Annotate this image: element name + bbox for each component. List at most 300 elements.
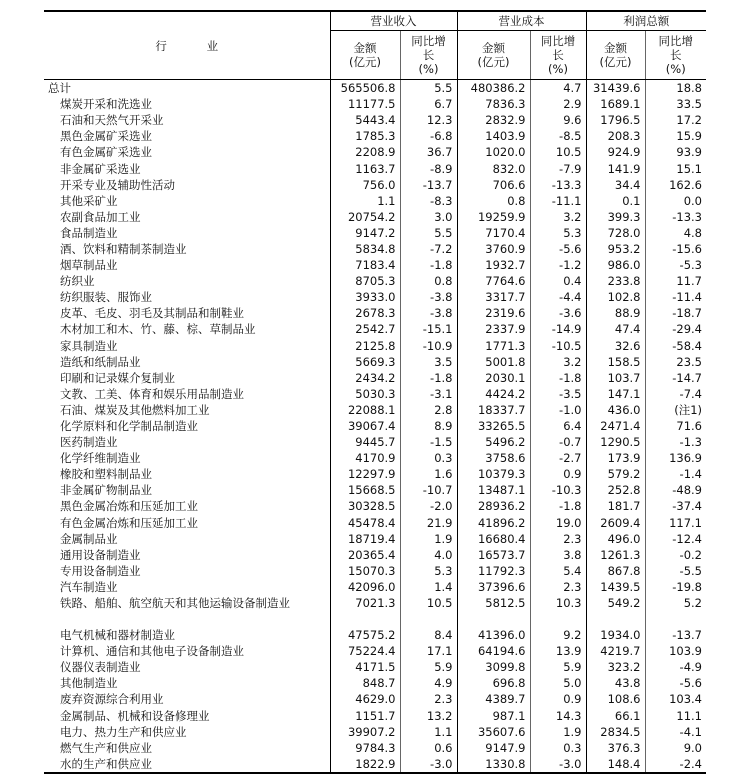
- growth-label-line1: 同比增: [411, 34, 446, 48]
- cost-growth-cell: -4.4: [530, 289, 586, 305]
- table-row: [44, 177, 706, 193]
- table-row: [44, 579, 706, 595]
- table-row: [44, 80, 706, 97]
- revenue-growth-cell: 5.5: [400, 80, 457, 97]
- profit-amount-cell: 148.4: [586, 756, 645, 773]
- cost-growth-cell: -3.6: [530, 305, 586, 321]
- cost-amount-cell: 832.0: [457, 160, 530, 176]
- revenue-amount-cell: 5669.3: [330, 354, 400, 370]
- profit-amount-cell: 141.9: [586, 160, 645, 176]
- revenue-growth-cell: -7.2: [400, 241, 457, 257]
- table-row: [44, 563, 706, 579]
- cost-amount-cell: 11792.3: [457, 563, 530, 579]
- table-row: [44, 338, 706, 354]
- table-row: [44, 466, 706, 482]
- cost-growth-cell: 3.8: [530, 547, 586, 563]
- growth-unit-label: (%): [548, 62, 568, 76]
- profit-growth-cell: -13.3: [645, 209, 706, 225]
- industry-name-cell: 皮革、毛皮、羽毛及其制品和制鞋业: [60, 306, 244, 321]
- profit-growth-cell: 23.5: [645, 354, 706, 370]
- table-row: [44, 225, 706, 241]
- revenue-growth-cell: 17.1: [400, 643, 457, 659]
- revenue-growth-cell: 3.5: [400, 354, 457, 370]
- cost-growth-cell: 1.9: [530, 724, 586, 740]
- revenue-growth-cell: 4.9: [400, 675, 457, 691]
- cost-growth-cell: 5.3: [530, 225, 586, 241]
- revenue-growth-cell: -3.1: [400, 386, 457, 402]
- profit-amount-cell: 323.2: [586, 659, 645, 675]
- table-row: [44, 531, 706, 547]
- cost-growth-cell: -8.5: [530, 128, 586, 144]
- cost-growth-cell: -10.5: [530, 338, 586, 354]
- cost-amount-cell: 2319.6: [457, 305, 530, 321]
- profit-growth-cell: -1.3: [645, 434, 706, 450]
- growth-label-line2: 长: [552, 48, 564, 62]
- revenue-amount-cell: 8705.3: [330, 273, 400, 289]
- table-row: [44, 386, 706, 402]
- revenue-amount-cell: 1822.9: [330, 756, 400, 773]
- cost-growth-cell: 0.9: [530, 691, 586, 707]
- profit-amount-cell: 728.0: [586, 225, 645, 241]
- profit-amount-cell: 103.7: [586, 370, 645, 386]
- cost-amount-cell: 16680.4: [457, 531, 530, 547]
- industry-name-cell: 黑色金属冶炼和压延加工业: [60, 499, 198, 514]
- industry-name-cell: 有色金属矿采选业: [60, 145, 152, 160]
- profit-growth-cell: -48.9: [645, 482, 706, 498]
- industry-name-cell: 专用设备制造业: [60, 563, 141, 578]
- cost-amount-cell: 2030.1: [457, 370, 530, 386]
- profit-amount-cell: 1934.0: [586, 627, 645, 643]
- table-row: [44, 707, 706, 723]
- revenue-growth-cell: 1.9: [400, 531, 457, 547]
- revenue-amount-cell: 4170.9: [330, 450, 400, 466]
- revenue-growth-cell: 5.5: [400, 225, 457, 241]
- profit-growth-cell: -13.7: [645, 627, 706, 643]
- profit-growth-cell: 9.0: [645, 740, 706, 756]
- revenue-amount-cell: 2125.8: [330, 338, 400, 354]
- revenue-growth-cell: -3.8: [400, 305, 457, 321]
- table-row: [44, 257, 706, 273]
- profit-amount-cell: 252.8: [586, 482, 645, 498]
- table-row: [44, 370, 706, 386]
- growth-label-line1: 同比增: [658, 34, 693, 48]
- industry-name-cell: 总计: [48, 81, 71, 96]
- revenue-growth-cell: 2.8: [400, 402, 457, 418]
- revenue-amount-cell: 9147.2: [330, 225, 400, 241]
- cost-amount-cell: 41896.2: [457, 515, 530, 531]
- cost-amount-cell: 64194.6: [457, 643, 530, 659]
- cost-amount-cell: 1403.9: [457, 128, 530, 144]
- cost-growth-cell: -0.7: [530, 434, 586, 450]
- cost-growth-cell: -3.5: [530, 386, 586, 402]
- revenue-amount-header: [330, 31, 400, 80]
- industry-name-cell: 石油和天然气开采业: [60, 113, 164, 128]
- industry-name-cell: 金属制品业: [60, 531, 118, 546]
- industry-name-cell: 金属制品、机械和设备修理业: [60, 708, 210, 723]
- industry-name-cell: 木材加工和木、竹、藤、棕、草制品业: [60, 322, 256, 337]
- cost-growth-cell: 3.2: [530, 354, 586, 370]
- profit-growth-cell: -18.7: [645, 305, 706, 321]
- industry-name-cell: 黑色金属矿采选业: [60, 129, 152, 144]
- revenue-amount-cell: 2542.7: [330, 321, 400, 337]
- revenue-amount-cell: 2434.2: [330, 370, 400, 386]
- profit-amount-cell: 31439.6: [586, 80, 645, 97]
- cost-growth-cell: 5.0: [530, 675, 586, 691]
- cost-growth-cell: -1.8: [530, 498, 586, 514]
- industry-name-cell: 铁路、船舶、航空航天和其他运输设备制造业: [60, 596, 290, 610]
- profit-growth-cell: -7.4: [645, 386, 706, 402]
- table-row: [44, 740, 706, 756]
- table-row: [44, 209, 706, 225]
- profit-growth-cell: 162.6: [645, 177, 706, 193]
- industry-name-cell: 印刷和记录媒介复制业: [60, 370, 175, 385]
- revenue-growth-cell: -1.8: [400, 257, 457, 273]
- industry-name-cell: 废弃资源综合利用业: [60, 692, 164, 707]
- profit-growth-cell: 33.5: [645, 96, 706, 112]
- revenue-growth-cell: -10.7: [400, 482, 457, 498]
- industry-profit-table: [44, 10, 706, 774]
- table-row: [44, 756, 706, 773]
- profit-growth-cell: -11.4: [645, 289, 706, 305]
- profit-group-header: 利润总额: [586, 11, 706, 31]
- revenue-growth-cell: 3.0: [400, 209, 457, 225]
- profit-growth-cell: -4.9: [645, 659, 706, 675]
- profit-amount-cell: 108.6: [586, 691, 645, 707]
- table-row: [44, 450, 706, 466]
- profit-amount-cell: 986.0: [586, 257, 645, 273]
- cost-growth-cell: 9.6: [530, 112, 586, 128]
- revenue-amount-cell: 4629.0: [330, 691, 400, 707]
- profit-amount-cell: 47.4: [586, 321, 645, 337]
- cost-amount-cell: 41396.0: [457, 627, 530, 643]
- cost-amount-cell: 18337.7: [457, 402, 530, 418]
- table-row: [44, 724, 706, 740]
- revenue-amount-cell: 9784.3: [330, 740, 400, 756]
- industry-name-cell: 食品制造业: [60, 225, 118, 240]
- revenue-amount-cell: 18719.4: [330, 531, 400, 547]
- industry-name-cell: 非金属矿采选业: [60, 161, 141, 176]
- profit-growth-cell: -2.4: [645, 756, 706, 773]
- industry-name-cell: 汽车制造业: [60, 579, 118, 594]
- growth-label-line2: 长: [422, 48, 435, 62]
- industry-header: 行 业: [44, 11, 330, 80]
- revenue-growth-cell: -10.9: [400, 338, 457, 354]
- profit-growth-cell: 18.8: [645, 80, 706, 97]
- table-row: [44, 112, 706, 128]
- profit-amount-cell: 376.3: [586, 740, 645, 756]
- profit-growth-cell: -29.4: [645, 321, 706, 337]
- cost-growth-cell: 14.3: [530, 707, 586, 723]
- revenue-amount-cell: 15668.5: [330, 482, 400, 498]
- revenue-growth-cell: 1.6: [400, 466, 457, 482]
- cost-amount-cell: 1932.7: [457, 257, 530, 273]
- profit-growth-cell: 15.9: [645, 128, 706, 144]
- revenue-amount-cell: 20754.2: [330, 209, 400, 225]
- cost-growth-cell: -3.0: [530, 756, 586, 773]
- cost-growth-cell: -7.9: [530, 160, 586, 176]
- cost-amount-cell: 4424.2: [457, 386, 530, 402]
- amount-label: 金额: [604, 41, 627, 55]
- profit-growth-cell: -0.2: [645, 547, 706, 563]
- revenue-growth-cell: 6.7: [400, 96, 457, 112]
- cost-growth-cell: -5.6: [530, 241, 586, 257]
- revenue-amount-cell: 11177.5: [330, 96, 400, 112]
- profit-amount-cell: 66.1: [586, 707, 645, 723]
- industry-name-cell: 烟草制品业: [60, 258, 118, 273]
- profit-amount-header: [586, 31, 645, 80]
- revenue-growth-cell: 2.3: [400, 691, 457, 707]
- profit-amount-cell: 496.0: [586, 531, 645, 547]
- profit-amount-cell: 1689.1: [586, 96, 645, 112]
- profit-growth-cell: 136.9: [645, 450, 706, 466]
- revenue-growth-cell: -13.7: [400, 177, 457, 193]
- profit-amount-cell: 208.3: [586, 128, 645, 144]
- revenue-amount-cell: 30328.5: [330, 498, 400, 514]
- industry-name-cell: 化学纤维制造业: [60, 451, 141, 466]
- cost-amount-cell: 2832.9: [457, 112, 530, 128]
- industry-name-cell: 医药制造业: [60, 435, 118, 450]
- revenue-amount-cell: 47575.2: [330, 627, 400, 643]
- profit-amount-cell: 1796.5: [586, 112, 645, 128]
- table-row: [44, 144, 706, 160]
- cost-growth-cell: 2.3: [530, 579, 586, 595]
- revenue-amount-cell: 2678.3: [330, 305, 400, 321]
- profit-amount-cell: 4219.7: [586, 643, 645, 659]
- cost-amount-cell: 37396.6: [457, 579, 530, 595]
- table-row: [44, 627, 706, 643]
- profit-amount-cell: 147.1: [586, 386, 645, 402]
- profit-growth-cell: 5.2: [645, 595, 706, 627]
- cost-growth-cell: 4.7: [530, 80, 586, 97]
- profit-amount-cell: 549.2: [586, 595, 645, 627]
- revenue-growth-cell: 1.1: [400, 724, 457, 740]
- amount-label: 金额: [353, 41, 377, 55]
- revenue-amount-cell: 5834.8: [330, 241, 400, 257]
- cost-growth-cell: -11.1: [530, 193, 586, 209]
- cost-growth-cell: 9.2: [530, 627, 586, 643]
- cost-growth-cell: 2.3: [530, 531, 586, 547]
- profit-growth-cell: -4.1: [645, 724, 706, 740]
- revenue-amount-cell: 1785.3: [330, 128, 400, 144]
- table-row: [44, 273, 706, 289]
- cost-amount-cell: 7836.3: [457, 96, 530, 112]
- profit-amount-cell: 102.8: [586, 289, 645, 305]
- profit-growth-cell: 11.7: [645, 273, 706, 289]
- industry-name-cell: 纺织服装、服饰业: [60, 290, 152, 305]
- cost-amount-cell: 3758.6: [457, 450, 530, 466]
- cost-amount-cell: 3099.8: [457, 659, 530, 675]
- revenue-growth-header: [400, 31, 457, 80]
- revenue-amount-cell: 848.7: [330, 675, 400, 691]
- profit-amount-cell: 924.9: [586, 144, 645, 160]
- cost-amount-cell: 10379.3: [457, 466, 530, 482]
- revenue-amount-cell: 756.0: [330, 177, 400, 193]
- industry-name-cell: 煤炭开采和洗选业: [60, 97, 152, 112]
- profit-growth-cell: -19.8: [645, 579, 706, 595]
- cost-amount-cell: 5812.5: [457, 595, 530, 627]
- revenue-amount-cell: 7183.4: [330, 257, 400, 273]
- cost-amount-header: [457, 31, 530, 80]
- industry-name-cell: 橡胶和塑料制品业: [60, 467, 152, 482]
- revenue-growth-cell: -8.9: [400, 160, 457, 176]
- industry-name-cell: 文教、工美、体育和娱乐用品制造业: [60, 386, 244, 401]
- industry-name-cell: 电力、热力生产和供应业: [60, 724, 187, 739]
- profit-amount-cell: 158.5: [586, 354, 645, 370]
- cost-amount-cell: 28936.2: [457, 498, 530, 514]
- revenue-amount-cell: 9445.7: [330, 434, 400, 450]
- profit-growth-cell: 15.1: [645, 160, 706, 176]
- revenue-growth-cell: 1.4: [400, 579, 457, 595]
- cost-amount-cell: 696.8: [457, 675, 530, 691]
- revenue-growth-cell: -1.5: [400, 434, 457, 450]
- revenue-growth-cell: 8.4: [400, 627, 457, 643]
- table-row: [44, 515, 706, 531]
- industry-name-cell: 燃气生产和供应业: [60, 740, 152, 755]
- industry-name-cell: 其他采矿业: [60, 193, 118, 208]
- growth-unit-label: (%): [418, 62, 439, 76]
- revenue-amount-cell: 39067.4: [330, 418, 400, 434]
- profit-growth-cell: 0.0: [645, 193, 706, 209]
- cost-amount-cell: 1330.8: [457, 756, 530, 773]
- revenue-amount-cell: 2208.9: [330, 144, 400, 160]
- profit-amount-cell: 32.6: [586, 338, 645, 354]
- revenue-growth-cell: 4.0: [400, 547, 457, 563]
- table-row: [44, 305, 706, 321]
- profit-amount-cell: 2609.4: [586, 515, 645, 531]
- cost-growth-cell: -10.3: [530, 482, 586, 498]
- industry-name-cell: 其他制造业: [60, 676, 118, 691]
- cost-amount-cell: 33265.5: [457, 418, 530, 434]
- table-row: [44, 691, 706, 707]
- cost-amount-cell: 9147.9: [457, 740, 530, 756]
- revenue-growth-cell: 13.2: [400, 707, 457, 723]
- profit-amount-cell: 953.2: [586, 241, 645, 257]
- growth-label-line2: 长: [670, 48, 682, 62]
- table-row: [44, 289, 706, 305]
- cost-amount-cell: 19259.9: [457, 209, 530, 225]
- cost-amount-cell: 13487.1: [457, 482, 530, 498]
- industry-name-cell: 非金属矿物制品业: [60, 483, 152, 498]
- profit-amount-cell: 181.7: [586, 498, 645, 514]
- profit-growth-cell: -5.6: [645, 675, 706, 691]
- cost-amount-cell: 5496.2: [457, 434, 530, 450]
- cost-amount-cell: 706.6: [457, 177, 530, 193]
- table-row: [44, 675, 706, 691]
- revenue-amount-cell: 12297.9: [330, 466, 400, 482]
- revenue-growth-cell: 12.3: [400, 112, 457, 128]
- cost-growth-cell: -13.3: [530, 177, 586, 193]
- cost-amount-cell: 16573.7: [457, 547, 530, 563]
- industry-name-cell: 计算机、通信和其他电子设备制造业: [60, 644, 244, 659]
- table-row: [44, 96, 706, 112]
- revenue-growth-cell: -2.0: [400, 498, 457, 514]
- table-row: [44, 498, 706, 514]
- cost-growth-cell: 10.3: [530, 595, 586, 627]
- cost-amount-cell: 1771.3: [457, 338, 530, 354]
- industry-name-cell: 酒、饮料和精制茶制造业: [60, 241, 187, 256]
- revenue-amount-cell: 42096.0: [330, 579, 400, 595]
- table-row: [44, 659, 706, 675]
- cost-amount-cell: 987.1: [457, 707, 530, 723]
- revenue-growth-cell: 10.5: [400, 595, 457, 627]
- cost-growth-cell: 10.5: [530, 144, 586, 160]
- revenue-amount-cell: 45478.4: [330, 515, 400, 531]
- cost-amount-cell: 480386.2: [457, 80, 530, 97]
- profit-amount-cell: 867.8: [586, 563, 645, 579]
- industry-name-cell: 农副食品加工业: [60, 209, 141, 224]
- revenue-amount-cell: 5030.3: [330, 386, 400, 402]
- cost-amount-cell: 7170.4: [457, 225, 530, 241]
- revenue-growth-cell: 21.9: [400, 515, 457, 531]
- table-row: [44, 595, 706, 627]
- revenue-growth-cell: -8.3: [400, 193, 457, 209]
- cost-amount-cell: 1020.0: [457, 144, 530, 160]
- revenue-amount-cell: 3933.0: [330, 289, 400, 305]
- cost-growth-cell: 2.9: [530, 96, 586, 112]
- table-row: [44, 547, 706, 563]
- revenue-growth-cell: -1.8: [400, 370, 457, 386]
- cost-growth-cell: -1.0: [530, 402, 586, 418]
- cost-growth-cell: 19.0: [530, 515, 586, 531]
- revenue-growth-cell: -3.0: [400, 756, 457, 773]
- profit-amount-cell: 399.3: [586, 209, 645, 225]
- cost-growth-cell: 3.2: [530, 209, 586, 225]
- cost-growth-cell: 0.3: [530, 740, 586, 756]
- profit-growth-cell: 17.2: [645, 112, 706, 128]
- profit-growth-cell: -14.7: [645, 370, 706, 386]
- cost-amount-cell: 3760.9: [457, 241, 530, 257]
- table-row: [44, 193, 706, 209]
- profit-amount-cell: 173.9: [586, 450, 645, 466]
- revenue-growth-cell: -15.1: [400, 321, 457, 337]
- table-row: [44, 418, 706, 434]
- table-row: [44, 160, 706, 176]
- table-row: [44, 128, 706, 144]
- table-row: [44, 402, 706, 418]
- industry-name-cell: 仪器仪表制造业: [60, 660, 141, 675]
- revenue-amount-cell: 1163.7: [330, 160, 400, 176]
- revenue-amount-cell: 7021.3: [330, 595, 400, 627]
- revenue-amount-cell: 4171.5: [330, 659, 400, 675]
- industry-name-cell: 家具制造业: [60, 338, 118, 353]
- cost-growth-cell: -14.9: [530, 321, 586, 337]
- cost-growth-cell: 5.9: [530, 659, 586, 675]
- revenue-amount-cell: 39907.2: [330, 724, 400, 740]
- revenue-growth-cell: 36.7: [400, 144, 457, 160]
- revenue-growth-cell: -3.8: [400, 289, 457, 305]
- revenue-amount-cell: 20365.4: [330, 547, 400, 563]
- cost-growth-cell: 5.4: [530, 563, 586, 579]
- cost-growth-cell: 13.9: [530, 643, 586, 659]
- industry-name-cell: 有色金属冶炼和压延加工业: [60, 515, 198, 530]
- table-row: [44, 643, 706, 659]
- amount-label: 金额: [482, 41, 505, 55]
- cost-growth-cell: -1.8: [530, 370, 586, 386]
- profit-amount-cell: 34.4: [586, 177, 645, 193]
- profit-growth-cell: 11.1: [645, 707, 706, 723]
- revenue-growth-cell: 5.9: [400, 659, 457, 675]
- industry-name-cell: 电气机械和器材制造业: [60, 628, 175, 643]
- industry-name-cell: 水的生产和供应业: [44, 756, 330, 773]
- revenue-amount-cell: 75224.4: [330, 643, 400, 659]
- profit-growth-cell: 103.4: [645, 691, 706, 707]
- revenue-growth-cell: 0.3: [400, 450, 457, 466]
- growth-label-line1: 同比增: [540, 34, 576, 48]
- amount-unit-label: (亿元): [477, 55, 510, 69]
- cost-amount-cell: 4389.7: [457, 691, 530, 707]
- profit-amount-cell: 1261.3: [586, 547, 645, 563]
- profit-growth-cell: -5.5: [645, 563, 706, 579]
